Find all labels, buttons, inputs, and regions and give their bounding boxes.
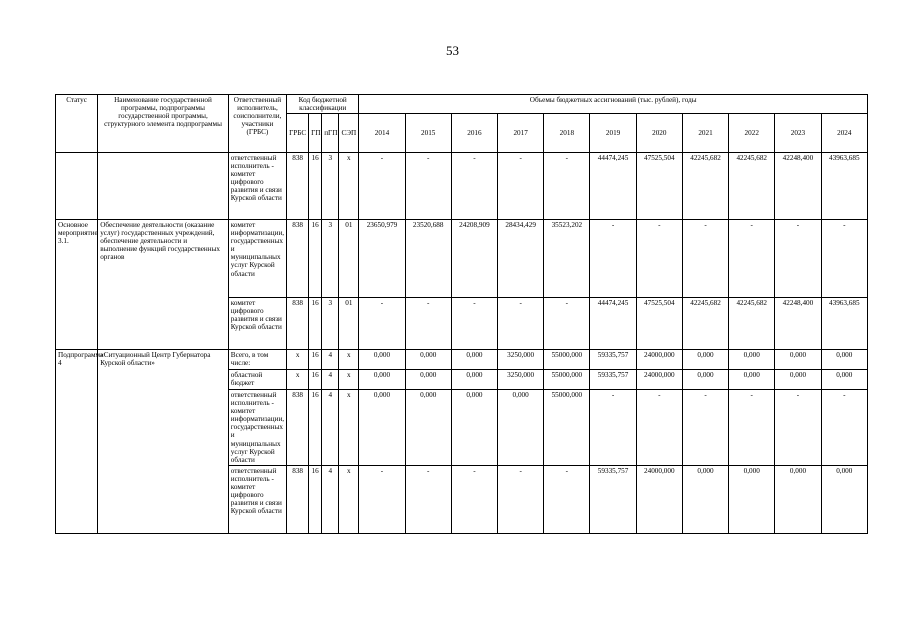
code-cell: 01 [339,220,359,298]
value-cell: - [590,390,636,466]
header-year: 2023 [775,114,821,153]
value-cell: 35523,202 [544,220,590,298]
value-cell: - [405,298,451,350]
code-cell: х [287,350,309,370]
value-cell: - [359,153,405,220]
code-cell: 3 [322,220,339,298]
value-cell: 59335,757 [590,465,636,533]
code-cell: 01 [339,298,359,350]
value-cell: 24000,000 [636,350,682,370]
code-cell: 16 [309,350,322,370]
value-cell: 55000,000 [544,390,590,466]
value-cell: - [544,298,590,350]
value-cell: - [544,153,590,220]
name-cell: «Ситуационный Центр Губернатора Курской области» [98,350,229,534]
value-cell: - [590,220,636,298]
executor-cell: комитет цифрового развития и связи Курской области [228,298,286,350]
value-cell: 23520,688 [405,220,451,298]
value-cell: - [498,465,544,533]
value-cell: 47525,504 [636,153,682,220]
value-cell: 44474,245 [590,153,636,220]
code-cell: х [339,370,359,390]
value-cell: - [775,220,821,298]
value-cell: 0,000 [821,350,867,370]
value-cell: - [359,298,405,350]
value-cell: 0,000 [451,390,497,466]
header-code-gp: ГП [309,114,322,153]
value-cell: 0,000 [775,370,821,390]
code-cell: 4 [322,390,339,466]
table-row [56,350,868,370]
value-cell: 0,000 [359,390,405,466]
value-cell: 44474,245 [590,298,636,350]
value-cell: 59335,757 [590,370,636,390]
value-cell: - [451,153,497,220]
code-cell: 4 [322,465,339,533]
value-cell: 24000,000 [636,465,682,533]
value-cell: 42245,682 [682,153,728,220]
code-cell: 838 [287,153,309,220]
value-cell: 0,000 [359,350,405,370]
code-cell: х [339,465,359,533]
code-cell: 3 [322,153,339,220]
value-cell: 0,000 [498,390,544,466]
value-cell: 0,000 [451,370,497,390]
page-number: 53 [446,43,459,58]
value-cell: 43963,685 [821,298,867,350]
code-cell: 16 [309,220,322,298]
header-budget-code: Код бюджетной классификации [287,95,359,114]
value-cell: - [405,465,451,533]
value-cell: 0,000 [405,370,451,390]
value-cell: - [498,298,544,350]
value-cell: 3250,000 [498,370,544,390]
header-year: 2015 [405,114,451,153]
code-cell: 16 [309,153,322,220]
header-year: 2019 [590,114,636,153]
code-cell: 16 [309,298,322,350]
value-cell: 55000,000 [544,350,590,370]
code-cell: 838 [287,390,309,466]
value-cell: 3250,000 [498,350,544,370]
value-cell: - [775,390,821,466]
executor-cell: комитет информатизации, государственных и муниципальных услуг Курской области [228,220,286,298]
value-cell: 42245,682 [729,153,775,220]
value-cell: - [729,220,775,298]
value-cell: 23650,979 [359,220,405,298]
value-cell: 0,000 [451,350,497,370]
value-cell: 0,000 [729,465,775,533]
header-year: 2016 [451,114,497,153]
value-cell: 55000,000 [544,370,590,390]
code-cell: 3 [322,298,339,350]
value-cell: - [821,390,867,466]
value-cell: 0,000 [821,465,867,533]
header-status: Статус [56,95,98,153]
executor-cell: ответственный исполнитель - комитет цифрового развития и связи Курской области [228,465,286,533]
status-cell [56,153,98,220]
value-cell: 0,000 [821,370,867,390]
header-year: 2021 [682,114,728,153]
code-cell: х [287,370,309,390]
table-row [56,220,868,298]
header-year: 2024 [821,114,867,153]
header-year: 2018 [544,114,590,153]
value-cell: - [451,298,497,350]
status-cell: Подпрограмма 4 [56,350,98,534]
value-cell: 24000,000 [636,370,682,390]
value-cell: 0,000 [359,370,405,390]
code-cell: х [339,350,359,370]
value-cell: 42248,400 [775,298,821,350]
code-cell: 16 [309,370,322,390]
value-cell: - [359,465,405,533]
header-year: 2017 [498,114,544,153]
value-cell: 0,000 [682,465,728,533]
header-year: 2014 [359,114,405,153]
name-cell: Обеспечение деятельности (оказание услуг) государственных учреждений, обеспечение деятельности и выполнение функций государственных органов [98,220,229,350]
value-cell: 0,000 [405,390,451,466]
value-cell: 47525,504 [636,298,682,350]
code-cell: 838 [287,298,309,350]
value-cell: 59335,757 [590,350,636,370]
value-cell: 0,000 [682,350,728,370]
header-executor: Ответственный исполнитель, соисполнители, участники (ГРБС) [228,95,286,153]
code-cell: 16 [309,390,322,466]
value-cell: 24208,909 [451,220,497,298]
value-cell: 43963,685 [821,153,867,220]
code-cell: 838 [287,465,309,533]
name-cell [98,153,229,220]
value-cell: 42245,682 [682,298,728,350]
value-cell: - [498,153,544,220]
value-cell: - [729,390,775,466]
header-code-grbs: ГРБС [287,114,309,153]
value-cell: 0,000 [729,350,775,370]
code-cell: х [339,153,359,220]
value-cell: - [636,220,682,298]
value-cell: 42248,400 [775,153,821,220]
value-cell: - [544,465,590,533]
value-cell: 0,000 [775,350,821,370]
value-cell: - [405,153,451,220]
header-name: Наименование государственной программы, подпрограммы государственной программы, структурного элемента подпрограммы [98,95,229,153]
code-cell: 838 [287,220,309,298]
value-cell: - [821,220,867,298]
value-cell: 0,000 [729,370,775,390]
value-cell: - [451,465,497,533]
code-cell: х [339,390,359,466]
code-cell: 4 [322,350,339,370]
value-cell: 28434,429 [498,220,544,298]
value-cell: - [636,390,682,466]
value-cell: 0,000 [405,350,451,370]
executor-cell: ответственный исполнитель - комитет информатизации, государственных и муниципальных услуг Курской области [228,390,286,466]
status-cell: Основное мероприятие 3.1. [56,220,98,350]
executor-cell: областной бюджет [228,370,286,390]
executor-cell: ответственный исполнитель - комитет цифрового развития и связи Курской области [228,153,286,220]
value-cell: 42245,682 [729,298,775,350]
header-code-pgp: пГП [322,114,339,153]
executor-cell: Всего, в том числе: [228,350,286,370]
header-year: 2020 [636,114,682,153]
value-cell: - [682,220,728,298]
header-code-sep: СЭП [339,114,359,153]
header-year: 2022 [729,114,775,153]
code-cell: 4 [322,370,339,390]
code-cell: 16 [309,465,322,533]
budget-table [55,94,868,534]
table-row [56,153,868,220]
header-volumes: Объемы бюджетных ассигнований (тыс. рублей), годы [359,95,868,114]
value-cell: 0,000 [682,370,728,390]
value-cell: - [682,390,728,466]
value-cell: 0,000 [775,465,821,533]
